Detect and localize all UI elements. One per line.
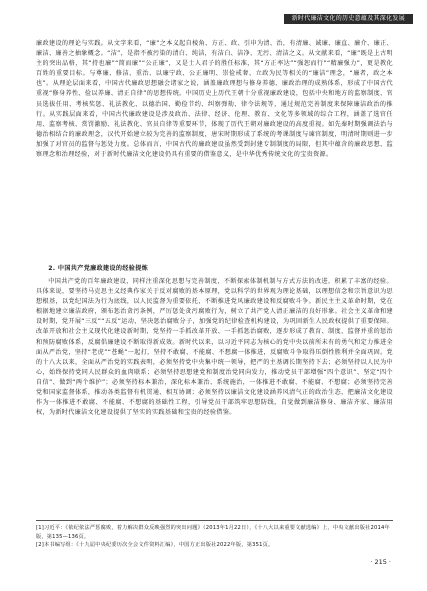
article-body — [36, 39, 393, 591]
section-heading: 2. 中国共产党廉政建设的经验提炼 — [48, 265, 149, 272]
running-head: 新时代廉洁文化的历史意蕴及其深化发展 — [284, 14, 413, 24]
footnote-1: [1]习近平：《依纪依法严惩腐败，着力解决群众反映强烈的突出问题》（2013年1月22日），《十八大以来重要文献选编》上，中央文献出版社2014年版，第135—136页。 — [36, 525, 390, 540]
body-paragraph: 中国共产党的百年廉政建设，同样注重深化思想与完善制度，不断探索体制机制与方式方法的改进，积累了丰富的经验。具体来说，要坚持马克思主义经典作家关于反对腐败的基本原理，党以科学的世界观为理论基础，以理想信念和宗旨意识为思想根基，以党纪国法为行为底线，以人民监督为重要依托，不断推进党风廉政建设和反腐败斗争。新民主主义革命时期，党在根据地建立廉洁政府，颁布惩治贪污条例，严厉惩处贪污腐败行为，树立了共产党人清正廉洁的良好形象。社会主义革命和建设时期，党开展“三反”“五反”运动，坚决惩治腐败分子，加强党的纪律检查机构建设，为巩固新生人民政权提供了重要保障。改革开放和社会主义现代化建设新时期，党坚持一手抓改革开放、一手抓惩治腐败，逐步形成了教育、制度、监督并重的惩治和预防腐败体系，反腐倡廉建设不断取得新成效。新时代以来，以习近平同志为核心的党中央以前所未有的勇气和定力推进全面从严治党，坚持“老虎”“苍蝇”一起打，坚持不敢腐、不能腐、不想腐一体推进，反腐败斗争取得压倒性胜利并全面巩固。党的十八大以来，全面从严治党的实践表明，必须坚持党中央集中统一领导，把严的主基调长期坚持下去；必须坚持以人民为中心，始终保持党同人民群众的血肉联系；必须坚持思想建党和制度治党同向发力，推动党员干部增强“四个意识”、坚定“四个自信”、做到“两个维护”；必须坚持标本兼治，深化标本兼治、系统施治，一体推进不敢腐、不能腐、不想腐；必须坚持完善党和国家监督体系，推动各类监督有机贯通、相互协调；必须坚持以廉洁文化建设涵养风清气正的政治生态，把廉洁文化建设作为一体推进不敢腐、不能腐、不想腐的基础性工程，引导党员干部筑牢思想防线，自觉做到廉洁修身、廉洁齐家、廉洁用权，为新时代廉洁文化建设提供了坚实的实践基础和宝贵的经验借鉴。 — [36, 278, 393, 417]
footnote-2: [2]本书编写组：《十九届中央纪委历次全会文件资料汇编》，中国方正出版社2022年版，第351页。 — [36, 542, 274, 548]
page-number: · 215 · — [370, 558, 391, 566]
footnotes — [36, 520, 393, 550]
body-paragraph: 廉政建设的理论与实践。从文字来看，“廉”之本义起自棱角、方正、政、引申为清、治，有清廉、诚廉、廉直、廉介、廉正、廉洁、廉善之抽象概念。“洁”，是指不被污染的清白、纯洁，有洁白、洁净、无污、清洁之义。从文献来看，“廉”既是上古明主的突出品格，其“持也廉”“简而廉”“公正廉”，又是士人君子的胜任标准，其“方正率达”“强恕而行”“精廉强力”，更是教化百姓的重要目标。与尊廉、修洁、重治、以廉宁政、公正廉明、崇俭戒奢、立政为民等相关的“廉洁”理念，“廉者，政之本也”。从理论层面来看，中国古代廉政思想融会诸家之说，涵盖廉政理想与修身养德、廉政治理的成熟体系，形成了中国古代重视“修身养性、俭以养廉、清正自律”的思想传统。中国历史上历代王朝十分重视廉政建设，包括中央和地方的监察制度、官员选拔任用、考核奖惩、礼法教化、以德治国、勤俭节约、纠察弹劾、律令法规等，通过规范完善制度来保障廉洁政治的推行。从实践层面来看，中国古代廉政建设是涉及政治、法律、经济、伦理、教育、文化等多领域的综合工程，涵盖了选官任用、监察考核、赏罚激励、礼法教化、官员自律等重要环节，体现了历代王朝对廉政建设的高度重视。如先秦时期强调法治与德治相结合的廉政理念，汉代开始建立较为完善的监察制度，唐宋时期形成了系统的考课制度与谏官制度，明清时期则进一步加强了对官员的监督与惩处力度。总体而言，中国古代的廉政建设虽然受到封建专制制度的局限，但其中蕴含的廉政思想、监察理念和治理经验，对于新时代廉洁文化建设仍具有重要的借鉴意义，是中华优秀传统文化的宝贵资源。 — [36, 40, 393, 159]
